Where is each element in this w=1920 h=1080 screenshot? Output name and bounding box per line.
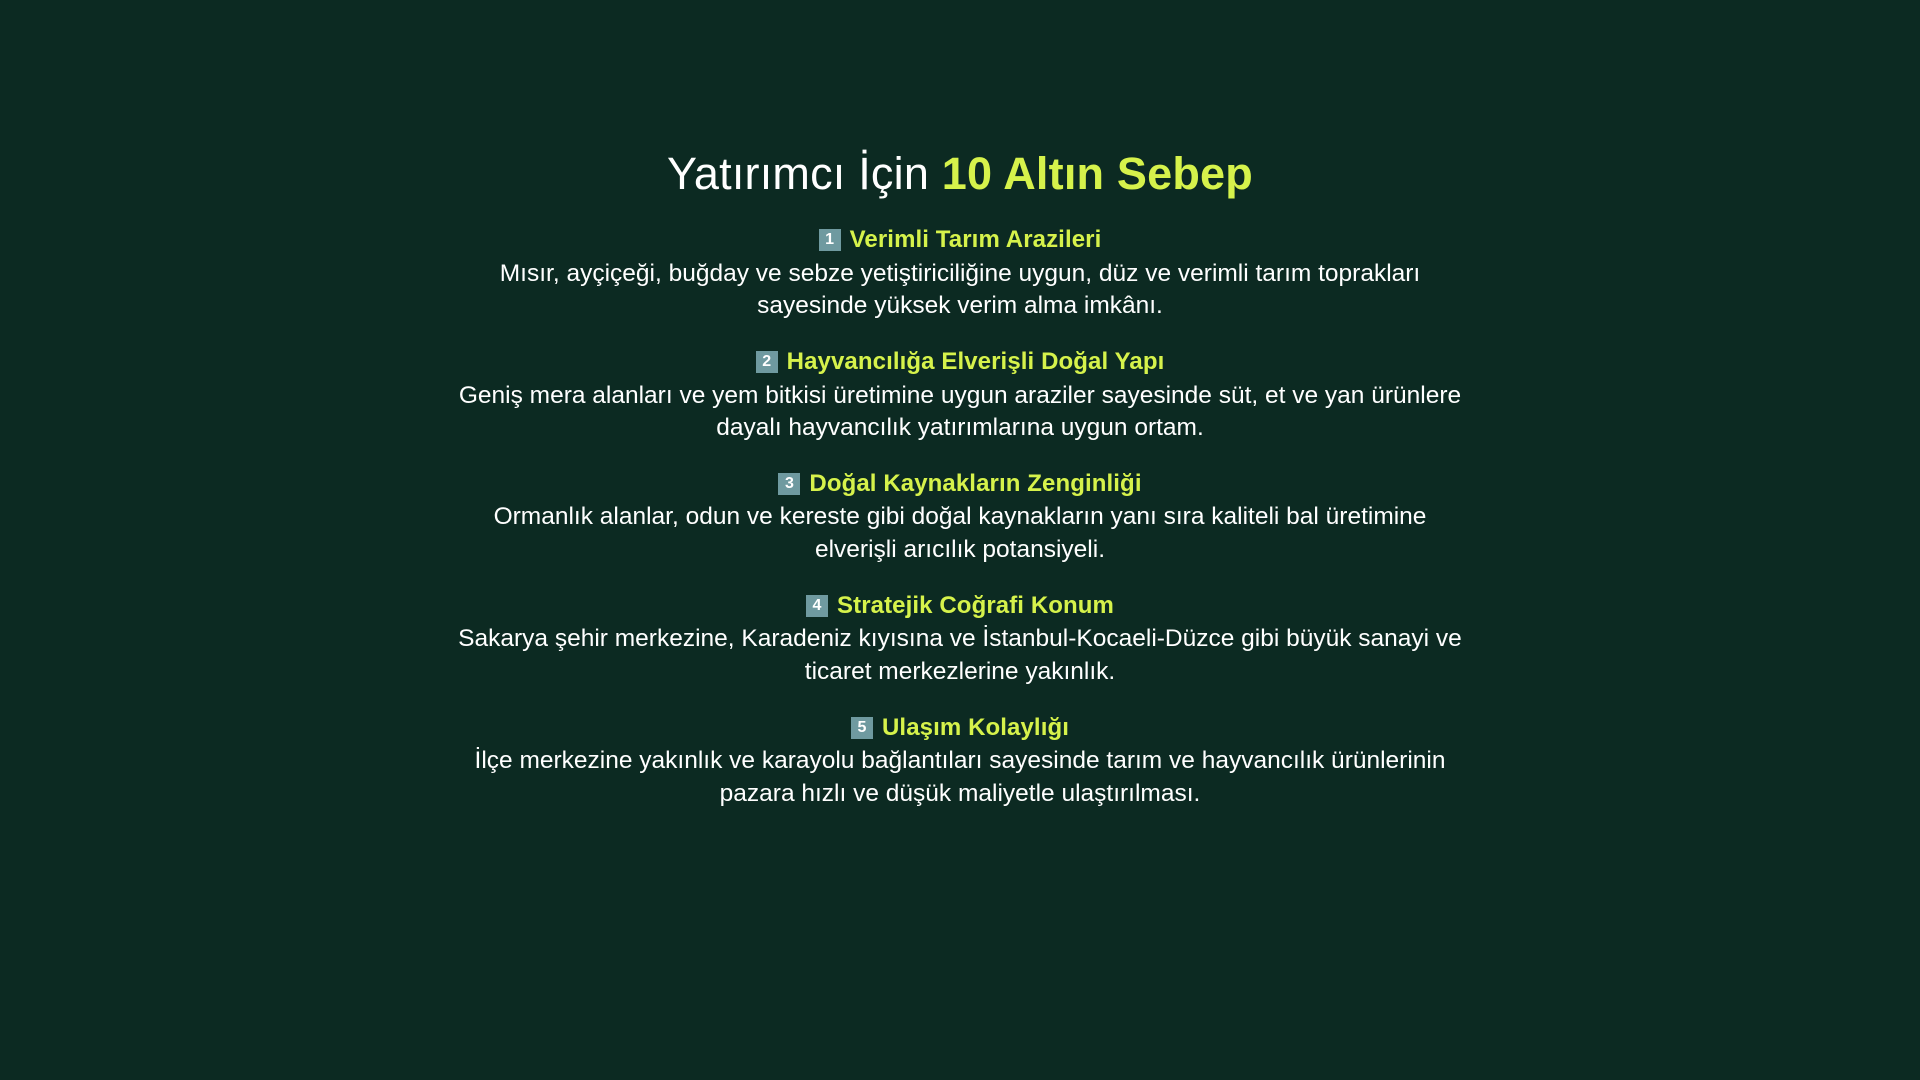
status-badge: 3 xyxy=(778,473,800,495)
reason-description: Geniş mera alanları ve yem bitkisi üretimine uygun araziler sayesinde süt, et ve yan ürünlere dayalı hayvancılık yatırımlarına uygun ortam. xyxy=(458,381,1462,442)
reason-heading xyxy=(445,714,1475,743)
reason-heading xyxy=(445,592,1475,621)
list-item xyxy=(445,592,1475,689)
reason-heading xyxy=(445,470,1475,499)
reason-title: Ulaşım Kolaylığı xyxy=(882,713,1069,741)
page-title-plain: Yatırımcı İçin xyxy=(667,148,942,199)
list-item xyxy=(445,226,1475,323)
page-title xyxy=(0,148,1920,200)
status-badge: 4 xyxy=(806,595,828,617)
reasons-list xyxy=(445,226,1475,811)
reason-description: İlçe merkezine yakınlık ve karayolu bağlantıları sayesinde tarım ve hayvancılık ürünlerinin pazara hızlı ve düşük maliyetle ulaştırılması. xyxy=(474,747,1446,807)
status-badge: 1 xyxy=(819,229,841,251)
reason-title: Doğal Kaynakların Zenginliği xyxy=(809,469,1142,497)
reason-title: Hayvancılığa Elverişli Doğal Yapı xyxy=(786,347,1165,375)
reason-description: Sakarya şehir merkezine, Karadeniz kıyısına ve İstanbul-Kocaeli-Düzce gibi büyük sanayi ve ticaret merkezlerine yakınlık. xyxy=(458,625,1462,685)
reason-description: Ormanlık alanlar, odun ve kereste gibi doğal kaynakların yanı sıra kaliteli bal üretimine elverişli arıcılık potansiyeli. xyxy=(493,503,1427,564)
reason-title: Verimli Tarım Arazileri xyxy=(849,225,1102,253)
status-badge: 5 xyxy=(851,717,873,739)
list-item xyxy=(445,470,1475,567)
reason-heading xyxy=(445,226,1475,255)
reason-title: Stratejik Coğrafi Konum xyxy=(837,591,1114,619)
page-title-accent: 10 Altın Sebep xyxy=(941,148,1253,199)
reason-description: Mısır, ayçiçeği, buğday ve sebze yetiştiriciliğine uygun, düz ve verimli tarım toprakları sayesinde yüksek verim alma imkânı. xyxy=(499,259,1421,320)
reason-heading xyxy=(445,348,1475,377)
list-item xyxy=(445,714,1475,811)
list-item xyxy=(445,348,1475,445)
status-badge: 2 xyxy=(756,351,778,373)
